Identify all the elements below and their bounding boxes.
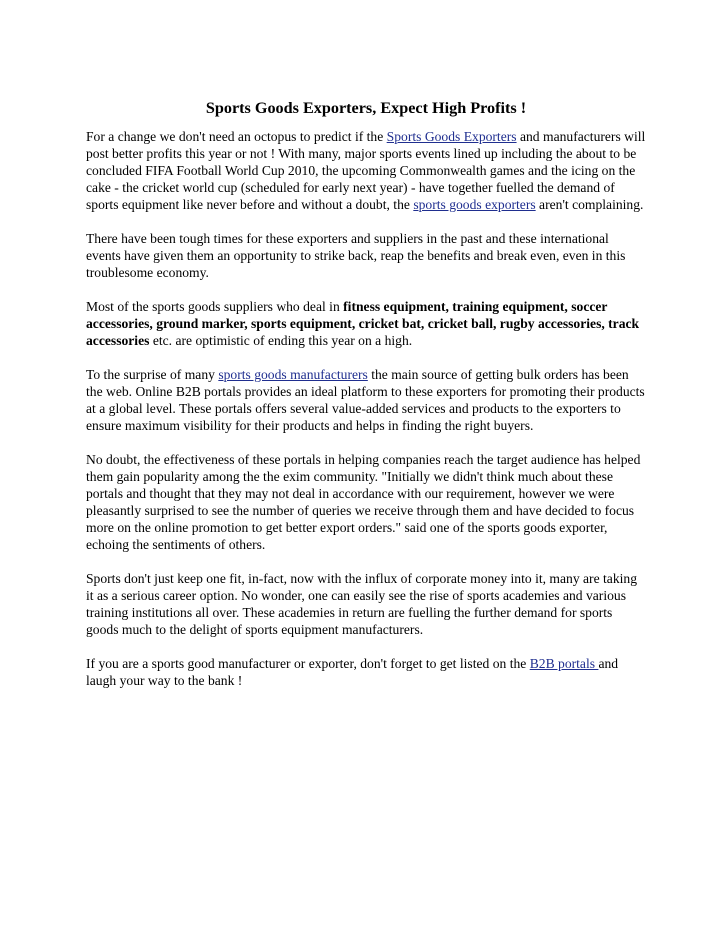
paragraph-4 bbox=[86, 366, 646, 434]
paragraph-text: and laugh your way to the bank ! bbox=[86, 656, 619, 688]
paragraph-7 bbox=[86, 655, 646, 689]
sports-goods-exporters-link[interactable]: Sports Goods Exporters bbox=[386, 129, 517, 144]
paragraph-text: etc. are optimistic of ending this year on a high. bbox=[149, 333, 413, 348]
sports-goods-exporters-link-2[interactable]: sports goods exporters bbox=[413, 197, 536, 212]
document-title: Sports Goods Exporters, Expect High Profits ! bbox=[205, 99, 527, 117]
product-categories-bold: fitness equipment, training equipment, soccer accessories, ground marker, sports equipment, cricket bat, cricket ball, rugby accessories, track accessories bbox=[86, 299, 640, 348]
paragraph-text: If you are a sports good manufacturer or exporter, don't forget to get listed on the bbox=[86, 656, 530, 671]
paragraph-1 bbox=[86, 128, 646, 213]
sports-goods-manufacturers-link[interactable]: sports goods manufacturers bbox=[218, 367, 368, 382]
document-page bbox=[86, 98, 646, 706]
paragraph-5: No doubt, the effectiveness of these portals in helping companies reach the target audience has helped them gain popularity among the the exim community. "Initially we didn't think much about these portals and thought that they may not deal in accordance with our requirement, however we were pleasantly surprised to see the number of queries we receive through them and have decided to focus more on the online promotion to get better export orders." said one of the sports goods exporter, echoing the sentiments of others. bbox=[86, 452, 641, 552]
paragraph-2: There have been tough times for these exporters and suppliers in the past and these international events have given them an opportunity to strike back, reap the benefits and break even, even in this troublesome economy. bbox=[86, 231, 626, 280]
paragraph-6: Sports don't just keep one fit, in-fact, now with the influx of corporate money into it, many are taking it as a serious career option. No wonder, one can easily see the rise of sports academies and various training institutions all over. These academies in return are fuelling the further demand for sports goods much to the delight of sports equipment manufacturers. bbox=[86, 571, 637, 637]
paragraph-text: and manufacturers will post better profits this year or not ! With many, major sports events lined up including the about to be concluded FIFA Football World Cup 2010, the upcoming Commonwealth games and the icing on the cake - the cricket world cup (scheduled for early next year) - have together fuelled the demand of sports equipment like never before and without a doubt, the bbox=[86, 129, 646, 212]
paragraph-text: Most of the sports goods suppliers who deal in bbox=[86, 299, 344, 314]
b2b-portals-link[interactable]: B2B portals bbox=[529, 656, 599, 671]
paragraph-text: For a change we don't need an octopus to predict if the bbox=[86, 129, 387, 144]
paragraph-3 bbox=[86, 298, 646, 349]
paragraph-text: aren't complaining. bbox=[535, 197, 644, 212]
paragraph-text: To the surprise of many bbox=[86, 367, 219, 382]
paragraph-text: the main source of getting bulk orders has been the web. Online B2B portals provides an ideal platform to these exporters for promoting their products at a global level. These portals offers several value-added services and products to the exporters to ensure maximum visibility for their products and helps in finding the right buyers. bbox=[86, 367, 645, 433]
